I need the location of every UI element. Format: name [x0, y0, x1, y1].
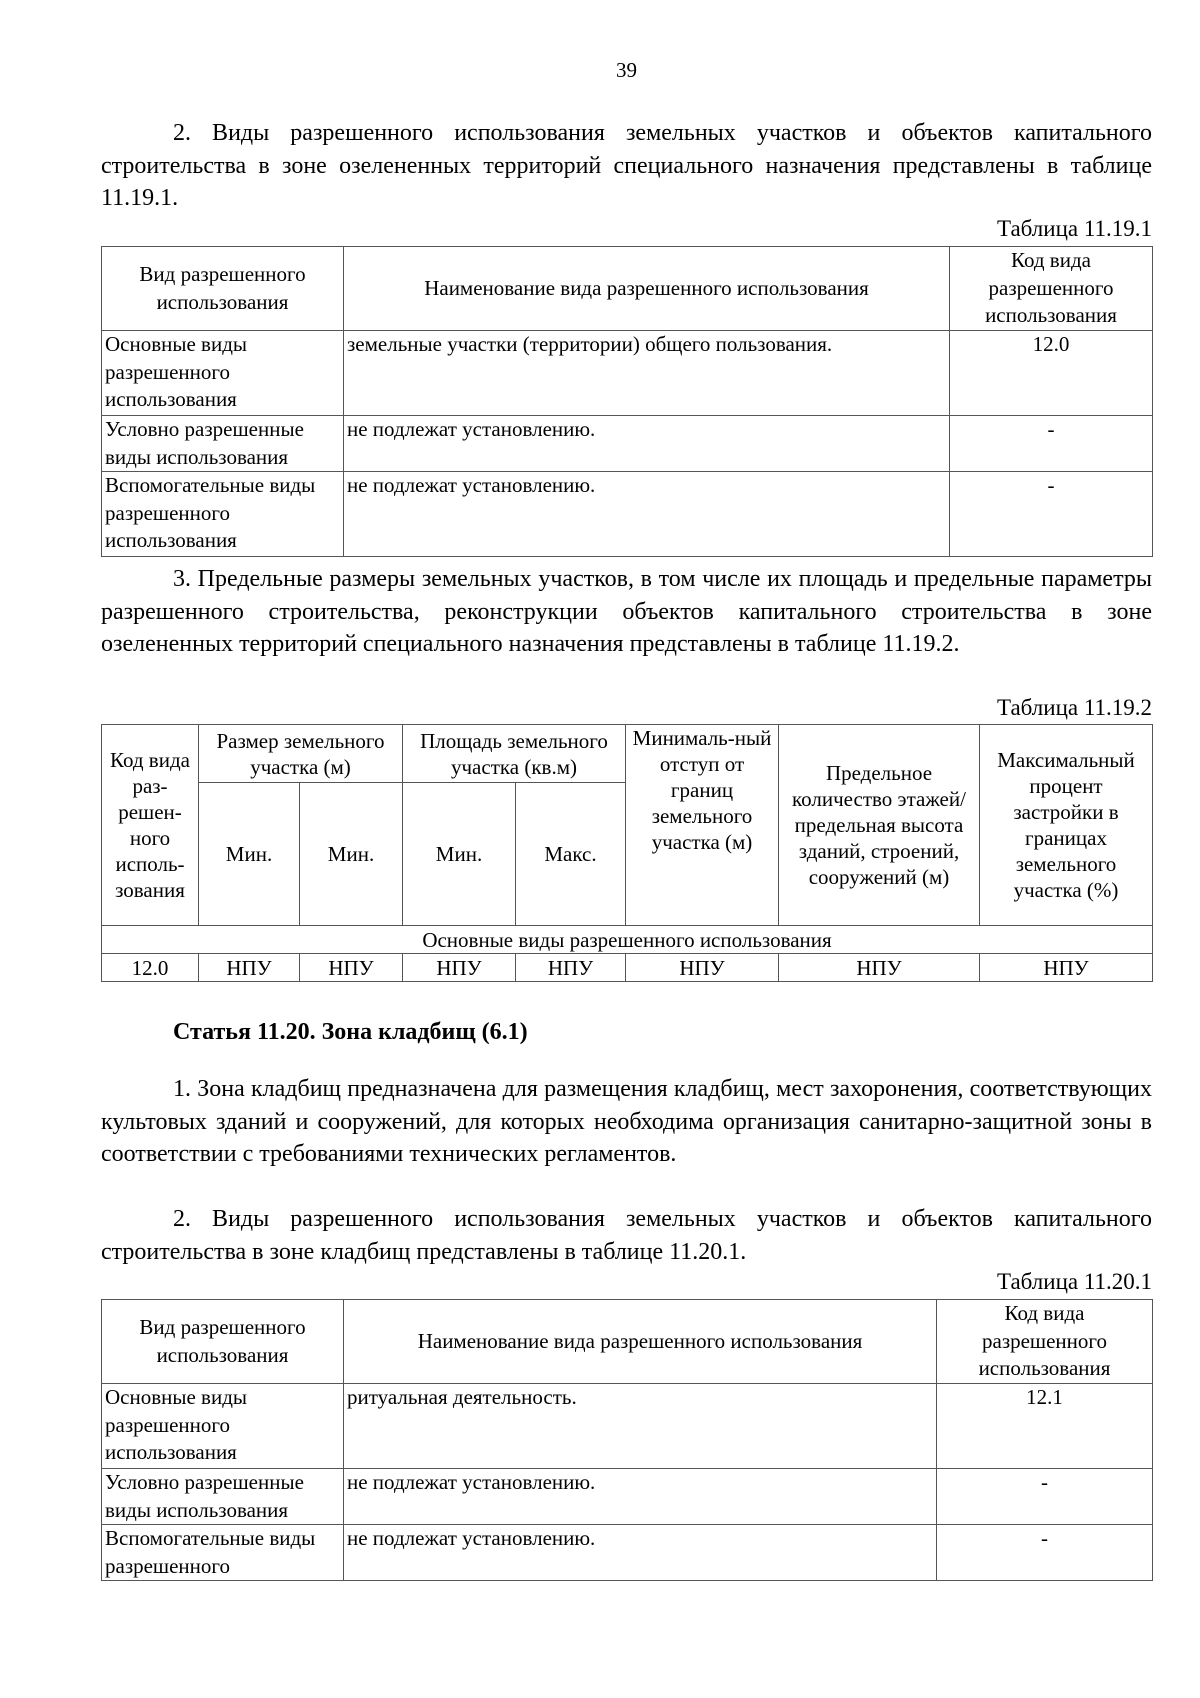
- header-plot-area: Площадь земельного участка (кв.м): [403, 725, 626, 783]
- table-cell: НПУ: [199, 954, 300, 982]
- table-row: [102, 472, 1153, 557]
- table-row: [102, 1384, 1153, 1469]
- table-caption-11-19-2: Таблица 11.19.2: [996, 695, 1152, 720]
- table-cell: Основные виды разрешенного использования: [102, 331, 344, 416]
- header-max-percent: Максимальный процент застройки в границах земельного участка (%): [980, 725, 1153, 926]
- table-cell: земельные участки (территории) общего пользования.: [344, 331, 950, 416]
- table-cell: ритуальная деятельность.: [344, 1384, 937, 1469]
- subheader-cell: Макс.: [516, 783, 626, 926]
- header-cell: Код вида разрешенного использования: [950, 247, 1153, 331]
- table-cell: не подлежат установлению.: [344, 1469, 937, 1525]
- table-cell: -: [950, 472, 1153, 557]
- table-row: [102, 1469, 1153, 1525]
- table-header-row: [102, 1300, 1153, 1384]
- table-cell: Вспомогательные виды разрешенного: [102, 1525, 344, 1581]
- table-cell: НПУ: [980, 954, 1153, 982]
- header-code: Код вида раз-решен-ного исполь-зования: [102, 725, 199, 926]
- paragraph-sec2-1: 1. Зона кладбищ предназначена для размещения кладбищ, мест захоронения, соответствующих культовых зданий и сооружений, для которых необходима организация санитарно-защитной зоны в соответствии с требованиями технических регламентов.: [101, 1076, 1152, 1167]
- paragraph-sec1-2: 2. Виды разрешенного использования земельных участков и объектов капитального строительства в зоне озелененных территорий специального назначения представлены в таблице 11.19.1.: [101, 120, 1152, 211]
- paragraph-sec2-2: 2. Виды разрешенного использования земельных участков и объектов капитального строительства в зоне кладбищ представлены в таблице 11.20.1.: [101, 1206, 1152, 1265]
- page-number: 39: [616, 58, 637, 82]
- table-caption-11-19-1: Таблица 11.19.1: [996, 216, 1152, 241]
- table-cell: Условно разрешенные виды использования: [102, 1469, 344, 1525]
- table-cell: не подлежат установлению.: [344, 416, 950, 472]
- table-cell: -: [950, 416, 1153, 472]
- table-cell: -: [937, 1469, 1153, 1525]
- table-row: [102, 331, 1153, 416]
- table-11-20-1: [101, 1299, 1153, 1581]
- table-group-row: [102, 926, 1153, 954]
- table-cell: Условно разрешенные виды использования: [102, 416, 344, 472]
- table-cell: НПУ: [403, 954, 516, 982]
- table-header-row: [102, 247, 1153, 331]
- table-cell: НПУ: [626, 954, 779, 982]
- header-cell: Наименование вида разрешенного использования: [344, 247, 950, 331]
- header-min-offset: Минималь-ный отступ от границ земельного участка (м): [626, 725, 779, 926]
- paragraph-sec1-3: 3. Предельные размеры земельных участков, в том числе их площадь и предельные параметры разрешенного строительства, реконструкции объектов капитального строительства в зоне озелененных территорий специального назначения представлены в таблице 11.19.2.: [101, 566, 1152, 657]
- table-cell: НПУ: [779, 954, 980, 982]
- table-row: [102, 416, 1153, 472]
- table-row: [102, 1525, 1153, 1581]
- table-cell: Основные виды разрешенного использования: [102, 1384, 344, 1469]
- header-cell: Вид разрешенного использования: [102, 247, 344, 331]
- header-floors-height: Предельное количество этажей/ предельная высота зданий, строений, сооружений (м): [779, 725, 980, 926]
- table-11-19-1: [101, 246, 1153, 557]
- table-header-row: [102, 725, 1153, 783]
- header-cell: Наименование вида разрешенного использования: [344, 1300, 937, 1384]
- table-caption-11-20-1: Таблица 11.20.1: [996, 1269, 1152, 1294]
- group-label: Основные виды разрешенного использования: [102, 926, 1153, 954]
- table-cell: -: [937, 1525, 1153, 1581]
- header-cell: Вид разрешенного использования: [102, 1300, 344, 1384]
- table-cell: не подлежат установлению.: [344, 472, 950, 557]
- subheader-cell: Мин.: [403, 783, 516, 926]
- header-cell: Код вида разрешенного использования: [937, 1300, 1153, 1384]
- subheader-cell: Мин.: [300, 783, 403, 926]
- subheader-cell: Мин.: [199, 783, 300, 926]
- table-cell: 12.0: [950, 331, 1153, 416]
- table-11-19-2: [101, 724, 1153, 982]
- table-cell: 12.1: [937, 1384, 1153, 1469]
- table-row: [102, 954, 1153, 982]
- header-plot-size: Размер земельного участка (м): [199, 725, 403, 783]
- table-cell: 12.0: [102, 954, 199, 982]
- table-cell: НПУ: [300, 954, 403, 982]
- article-heading: Статья 11.20. Зона кладбищ (6.1): [173, 1019, 528, 1045]
- table-cell: не подлежат установлению.: [344, 1525, 937, 1581]
- table-cell: НПУ: [516, 954, 626, 982]
- table-cell: Вспомогательные виды разрешенного использования: [102, 472, 344, 557]
